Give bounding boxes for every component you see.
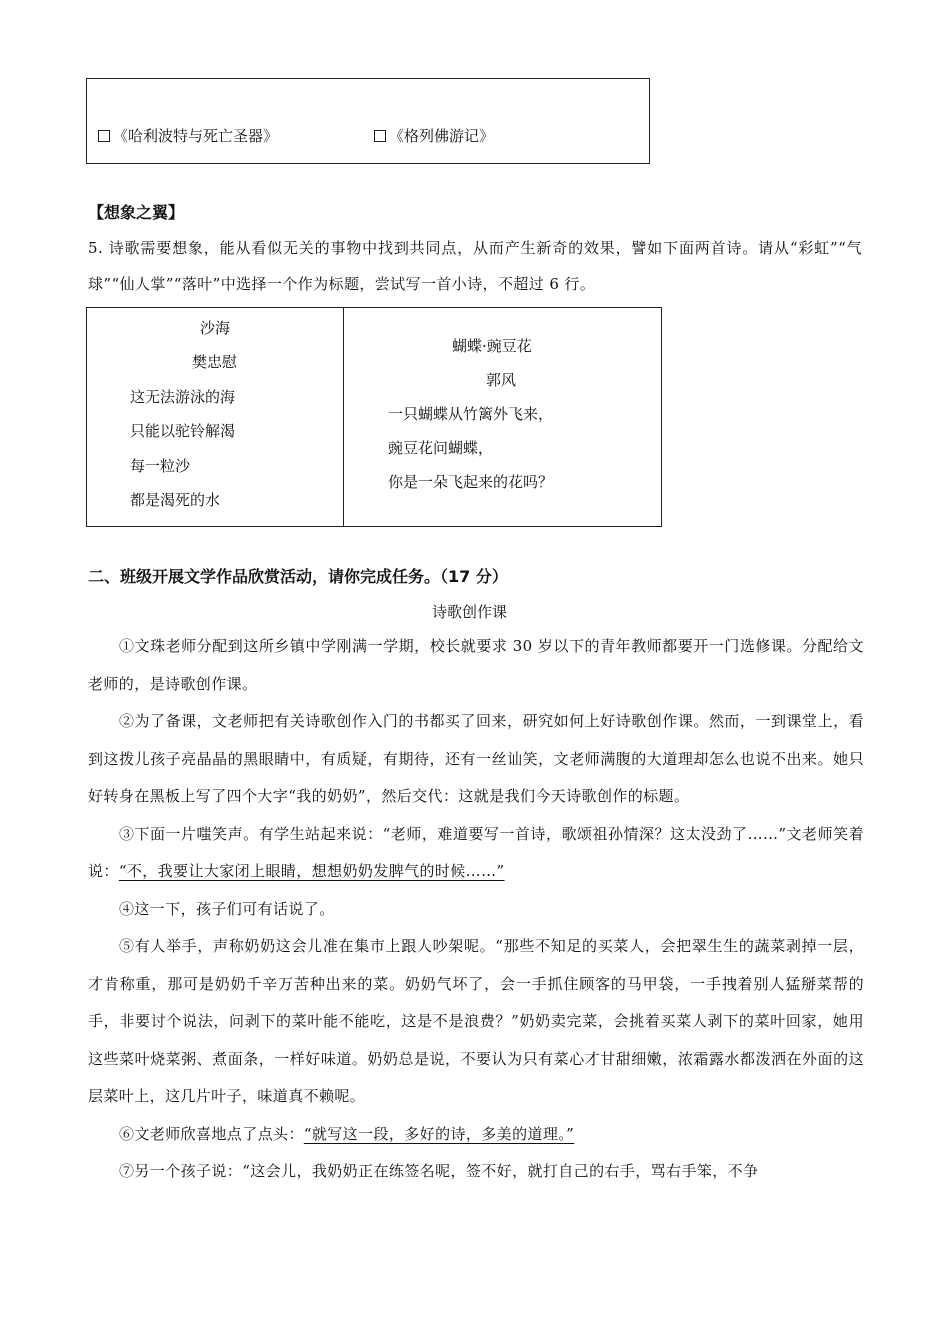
paragraph-2: ②为了备课，文老师把有关诗歌创作入门的书都买了回来，研究如何上好诗歌创作课。然而，一到课堂上，看到这拨儿孩子亮晶晶的黑眼睛中，有质疑，有期待，还有一丝讪笑，文老师满腹的大道理却怎么也说不出来。她只好转身在黑板上写了四个大字“我的奶奶”，然后交代：这就是我们今天诗歌创作的标题。 — [88, 712, 864, 805]
article-body — [88, 628, 864, 1191]
paragraph-7: ⑦另一个孩子说：“这会儿，我奶奶正在练签名呢，签不好，就打自己的右手，骂右手笨，不争 — [119, 1162, 759, 1180]
paragraph-5: ⑤有人举手，声称奶奶这会儿准在集市上跟人吵架呢。“那些不知足的买菜人，会把翠生生的蔬菜剥掉一层，才肯称重，那可是奶奶千辛万苦种出来的菜。奶奶气坏了，会一手抓住顾客的马甲袋，一手拽着别人猛掰菜帮的手，非要讨个说法，问剥下的菜叶能不能吃，这是不是浪费？”奶奶卖完菜，会挑着买菜人剥下的菜叶回家，她用这些菜叶烧菜粥、煮面条，一样好味道。奶奶总是说，不要认为只有菜心才甘甜细嫩，浓霜露水都泼洒在外面的这层菜叶上，这几片叶子，味道真不赖呢。 — [88, 937, 864, 1105]
section-two-heading: 二、班级开展文学作品欣赏活动，请你完成任务。（17 分） — [88, 567, 508, 586]
book-option-2[interactable] — [374, 126, 494, 146]
article-title: 诗歌创作课 — [432, 603, 508, 621]
paragraph-4: ④这一下，孩子们可有话说了。 — [119, 899, 335, 918]
paragraph-3-text: ③下面一片嗤笑声。有学生站起来说：“老师，难道要写一首诗，歌颂祖孙情深？这太没劲了……”文老师笑着说： — [88, 824, 864, 880]
paragraph-3-underlined: “不，我要让大家闭上眼睛，想想奶奶发脾气的时候……” — [118, 862, 505, 880]
checkbox-icon[interactable] — [98, 130, 110, 142]
poem-left-line: 只能以驼铃解渴 — [130, 422, 236, 440]
paragraph-6-underlined: “就写这一段，多好的诗，多美的道理。” — [303, 1124, 575, 1143]
question-5: 5. 诗歌需要想象，能从看似无关的事物中找到共同点，从而产生新奇的效果，譬如下面两首诗。请从“彩虹”“气球”“仙人掌”“落叶”中选择一个作为标题，尝试写一首小诗，不超过 6 行。 — [88, 239, 862, 293]
poem-right-author: 郭风 — [486, 371, 517, 389]
poem-right-title: 蝴蝶·豌豆花 — [452, 337, 532, 355]
poem-left-line: 这无法游泳的海 — [130, 388, 236, 406]
poem-right-line: 一只蝴蝶从竹篱外飞来， — [388, 405, 554, 423]
poem-right-line: 豌豆花问蝴蝶， — [388, 439, 494, 457]
poem-left-line: 都是渴死的水 — [130, 491, 221, 509]
book-option-1-label: 《哈利波特与死亡圣器》 — [113, 127, 279, 145]
poem-table-divider — [343, 307, 344, 527]
poem-left-title: 沙海 — [200, 319, 231, 337]
section-header-imagination: 【想象之翼】 — [88, 203, 185, 222]
checkbox-icon[interactable] — [374, 130, 386, 142]
poem-left-line: 每一粒沙 — [130, 457, 191, 475]
paragraph-6 — [88, 1116, 864, 1154]
book-options-box — [86, 78, 650, 164]
poem-right-line: 你是一朵飞起来的花吗？ — [388, 473, 554, 491]
paragraph-3 — [88, 816, 864, 891]
paragraph-6-text: ⑥文老师欣喜地点了点头： — [119, 1124, 304, 1143]
poem-left-author: 樊忠慰 — [192, 353, 238, 371]
paragraph-1: ①文珠老师分配到这所乡镇中学刚满一学期，校长就要求 30 岁以下的青年教师都要开一门选修课。分配给文老师的，是诗歌创作课。 — [88, 637, 864, 693]
book-option-2-label: 《格列佛游记》 — [389, 127, 495, 145]
book-option-1[interactable] — [98, 126, 278, 146]
